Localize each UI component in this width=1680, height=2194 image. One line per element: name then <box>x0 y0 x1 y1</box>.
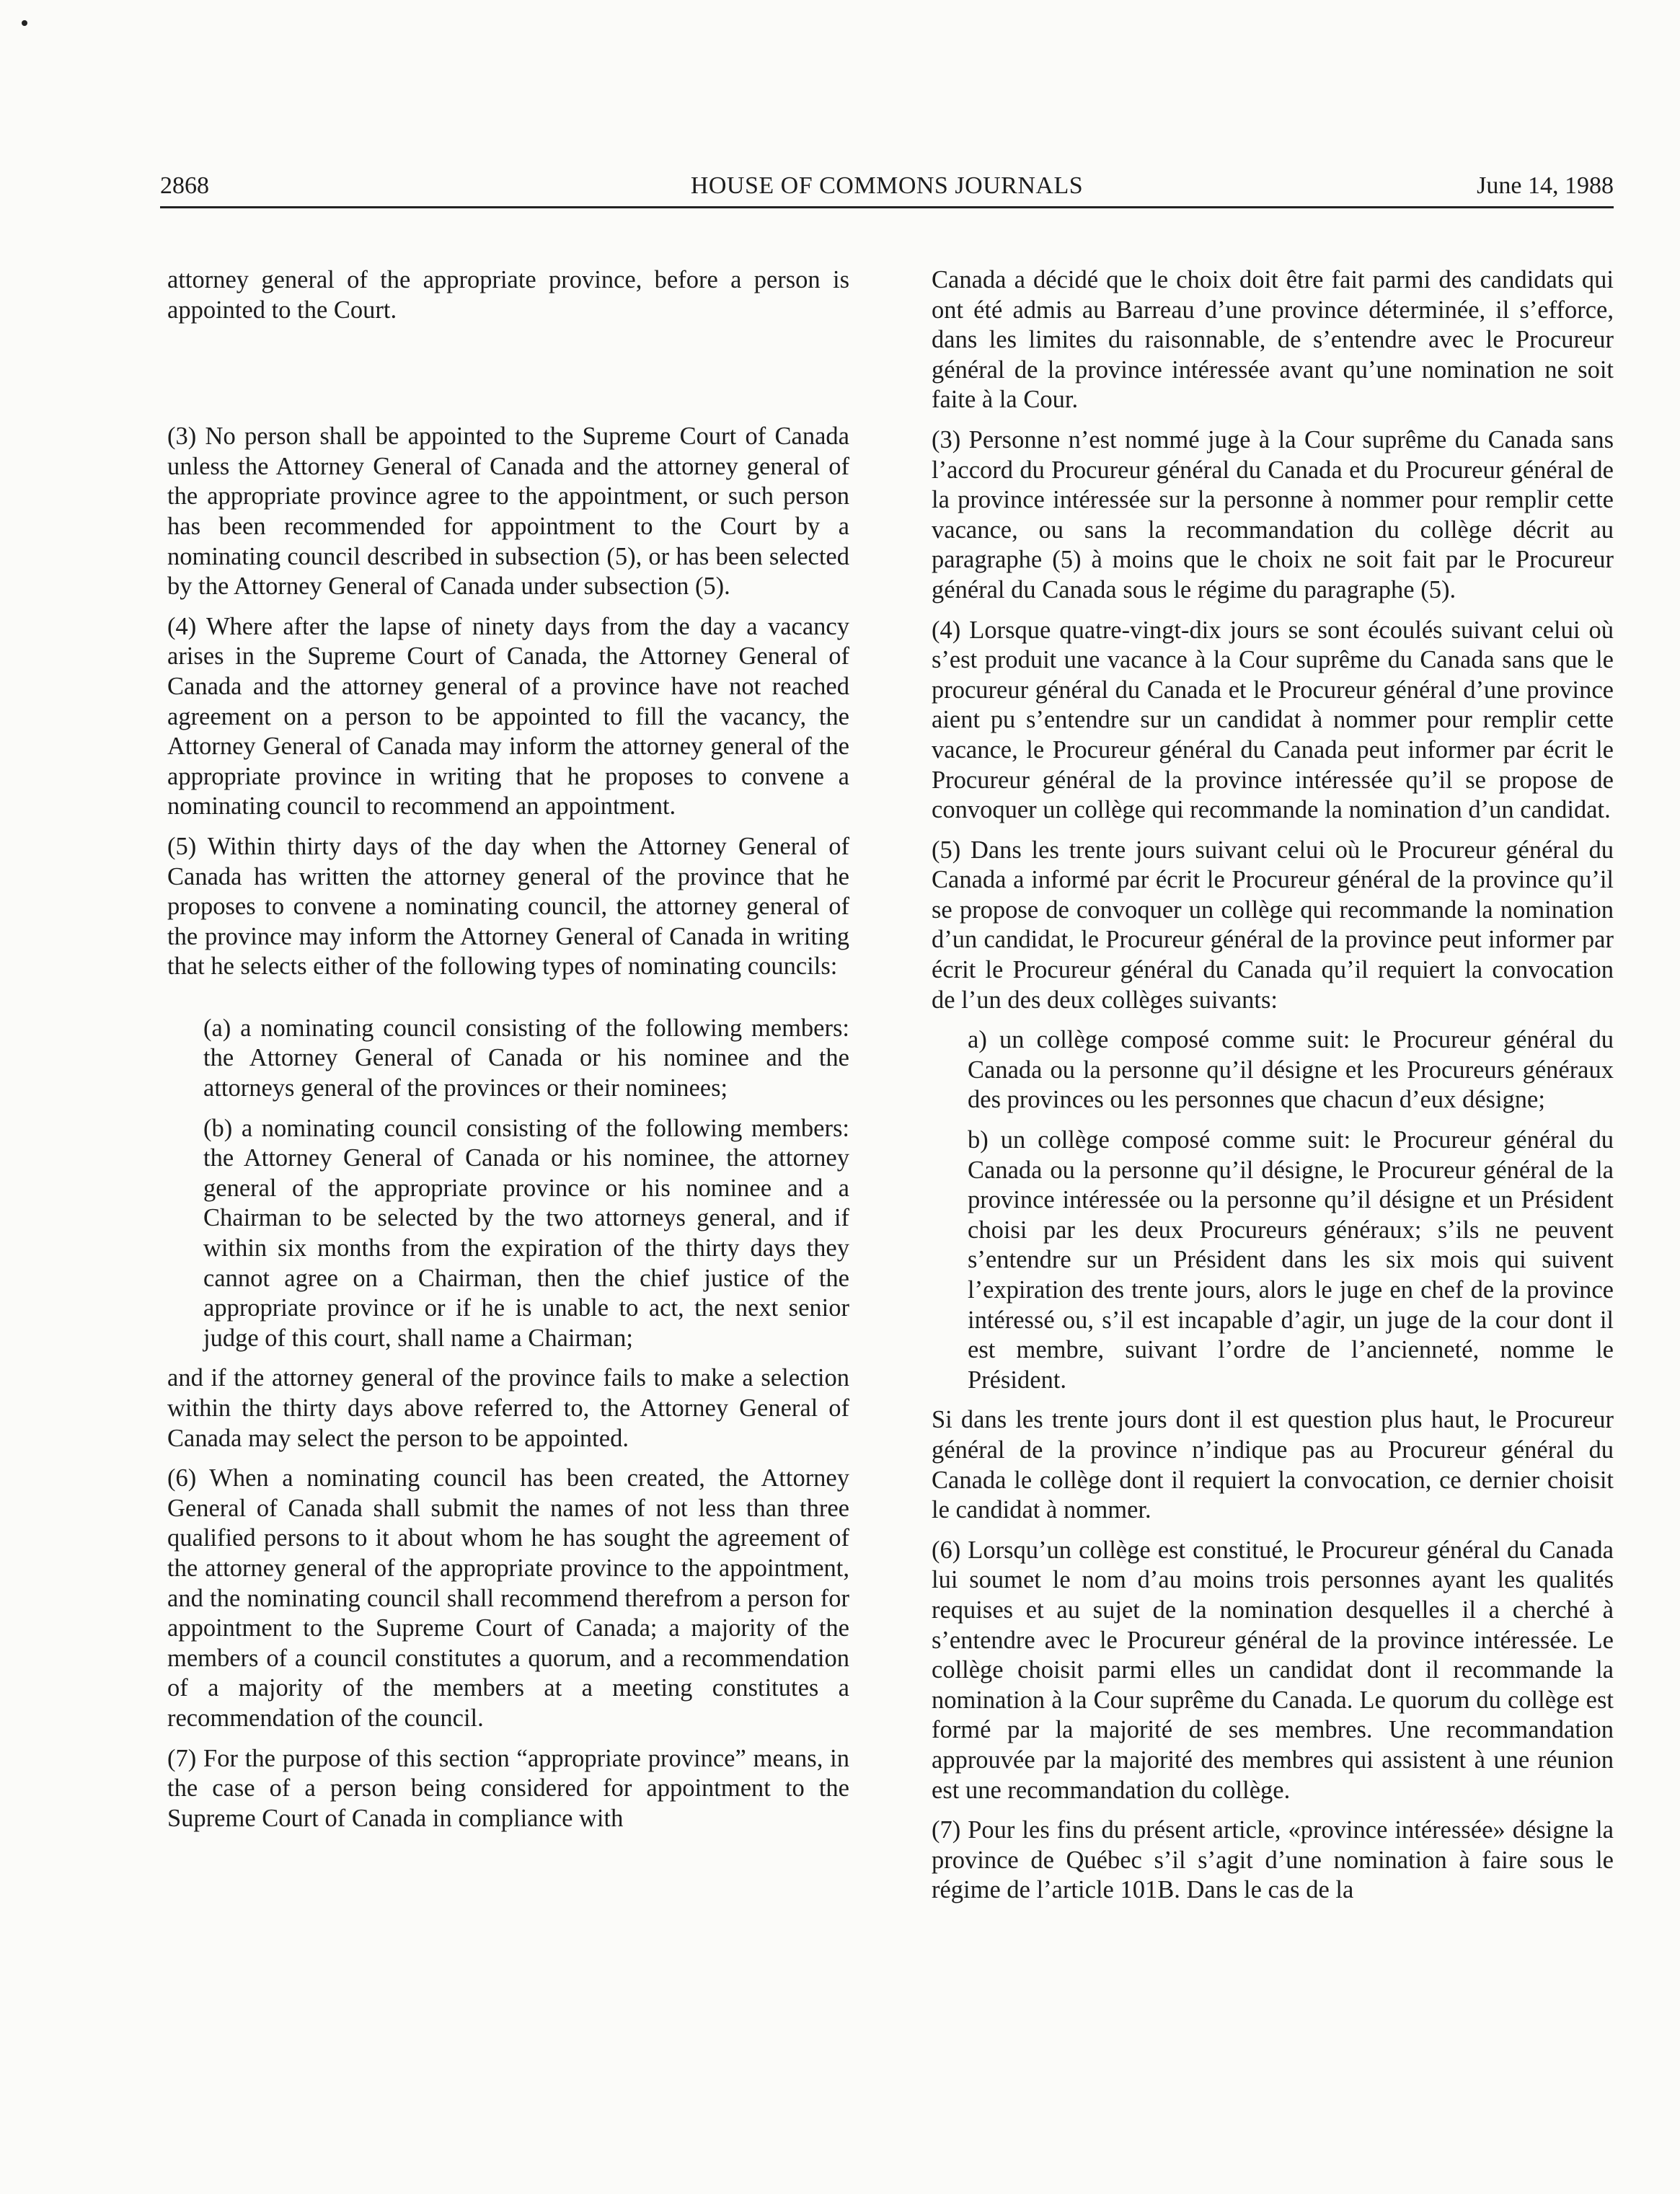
fr-subsection-4: (4) Lorsque quatre-vingt-dix jours se sont écoulés suivant celui où s’est produit une vacance à la Cour suprême du Canada sans que le procureur général du Canada et le Procureur général d’une province aient pu s’entendre sur un candidat à nommer pour remplir cette vacance, le Procureur général du Canada peut informer par écrit le Procureur général de la province intéressée qu’il se propose de convoquer un collège qui recommande la nomination d’un candidat. <box>932 616 1614 824</box>
fr-subsection-6: (6) Lorsqu’un collège est constitué, le Procureur général du Canada lui soumet le nom d’au moins trois personnes ayant les qualités requises et au sujet de la nomination desquelles il a cherché à s’entendre avec le Procureur général de la province intéressée. Le collège choisit parmi elles un candidat dont il recommande la nomination à la Cour suprême du Canada. Le quorum du collège est formé par la majorité de ses membres. Une recommandation approuvée par la majorité des membres qui assistent à une réunion est une recommandation du collège. <box>932 1536 1614 1804</box>
english-column <box>167 265 849 1844</box>
en-subsection-3: (3) No person shall be appointed to the Supreme Court of Canada unless the Attorney General of Canada and the attorney general of the appropriate province agree to the appointment, or such person has been recommended for appointment to the Court by a nominating council described in subsection (5), or has been selected by the Attorney General of Canada under subsection (5). <box>167 423 849 601</box>
en-paragraph-a: (a) a nominating council consisting of the following members: the Attorney General of Canada or his nominee and the attorneys general of the provinces or their nominees; <box>203 1014 849 1102</box>
fr-continuation: Canada a décidé que le choix doit être fait parmi des candidats qui ont été admis au Barreau d’une province déterminée, il s’efforce, dans les limites du raisonnable, de s’entendre avec le Procureur général de la province intéressée avant qu’une nomination ne soit faite à la Cour. <box>932 266 1614 414</box>
journal-date: June 14, 1988 <box>1477 172 1614 199</box>
scan-mark <box>22 20 27 26</box>
en-spacer <box>167 335 849 422</box>
en-subsection-4: (4) Where after the lapse of ninety days from the day a vacancy arises in the Supreme Court of Canada, the Attorney General of Canada and the attorney general of a province have not reached agreement on a person to be appointed to fill the vacancy, the Attorney General of Canada may inform the attorney general of the appropriate province in writing that he proposes to convene a nominating council to recommend an appointment. <box>167 612 849 820</box>
journal-title: HOUSE OF COMMONS JOURNALS <box>690 172 1084 199</box>
en-subsection-5: (5) Within thirty days of the day when the Attorney General of Canada has written the attorney general of the province that he proposes to convene a nominating council, the attorney general of the province may inform the Attorney General of Canada in writing that he selects either of the following types of nominating councils: <box>167 832 849 981</box>
fr-subsection-7: (7) Pour les fins du présent article, «province intéressée» désigne la province de Québec s’il s’agit d’une nomination à faire sous le régime de l’article 101B. Dans le cas de la <box>932 1816 1614 1904</box>
fr-paragraph-a: a) un collège composé comme suit: le Procureur général du Canada ou la personne qu’il désigne et les Procureurs généraux des provinces ou les personnes que chacun d’eux désigne; <box>968 1026 1614 1114</box>
fr-paragraph-b: b) un collège composé comme suit: le Procureur général du Canada ou la personne qu’il désigne, le Procureur général de la province intéressée ou la personne qu’il désigne et un Président choisi par les deux Procureurs généraux; s’ils ne peuvent s’entendre sur un Président dans les six mois qui suivent l’expiration des trente jours, alors le juge en chef de la province intéressé ou, s’il est incapable d’agir, un juge de la cour dont il est membre, suivant l’ordre de l’ancienneté, nomme le Président. <box>968 1126 1614 1394</box>
en-spacer-2 <box>167 992 849 1014</box>
en-subsection-7: (7) For the purpose of this section “appropriate province” means, in the case of a person being considered for appointment to the Supreme Court of Canada in compliance with <box>167 1744 849 1832</box>
en-continuation: attorney general of the appropriate province, before a person is appointed to the Court. <box>167 266 849 324</box>
fr-subsection-3: (3) Personne n’est nommé juge à la Cour suprême du Canada sans l’accord du Procureur général du Canada et du Procureur général de la province intéressée sur la personne à nommer pour remplir cette vacance, ou sans la recommandation du collège décrit au paragraphe (5) à moins que le choix ne soit fait par le Procureur général du Canada sous le régime du paragraphe (5). <box>932 425 1614 603</box>
page-header <box>160 167 1614 205</box>
page-number: 2868 <box>160 172 209 199</box>
fr-subsection-5: (5) Dans les trente jours suivant celui où le Procureur général du Canada a informé par écrit le Procureur général de la province qu’il se propose de convoquer un collège qui recommande la nomination d’un candidat, le Procureur général de la province peut informer par écrit le Procureur général du Canada qu’il requiert la convocation de l’un des deux collèges suivants: <box>932 836 1614 1014</box>
en-paragraph-b: (b) a nominating council consisting of the following members: the Attorney General of Canada or his nominee, the attorney general of the appropriate province or his nominee and a Chairman to be selected by the two attorneys general, and if within six months from the expiration of the thirty days they cannot agree on a Chairman, then the chief justice of the appropriate province or if he is unable to act, the next senior judge of this court, shall name a Chairman; <box>203 1114 849 1352</box>
en-subsection-6: (6) When a nominating council has been created, the Attorney General of Canada shall submit the names of not less than three qualified persons to it about whom he has sought the agreement of the attorney general of the appropriate province to the appointment, and the nominating council shall recommend therefrom a person for appointment to the Supreme Court of Canada; a majority of the members of a council constitutes a quorum, and a recommendation of a majority of the members at a meeting constitutes a recommendation of the council. <box>167 1464 849 1732</box>
en-closing-clause: and if the attorney general of the province fails to make a selection within the thirty days above referred to, the Attorney General of Canada may select the person to be appointed. <box>167 1364 849 1452</box>
fr-closing-clause: Si dans les trente jours dont il est question plus haut, le Procureur général de la province n’indique pas au Procureur général du Canada le collège dont il requiert la convocation, ce dernier choisit le candidat à nommer. <box>932 1406 1614 1524</box>
header-rule <box>160 206 1614 208</box>
french-column <box>932 265 1614 1916</box>
